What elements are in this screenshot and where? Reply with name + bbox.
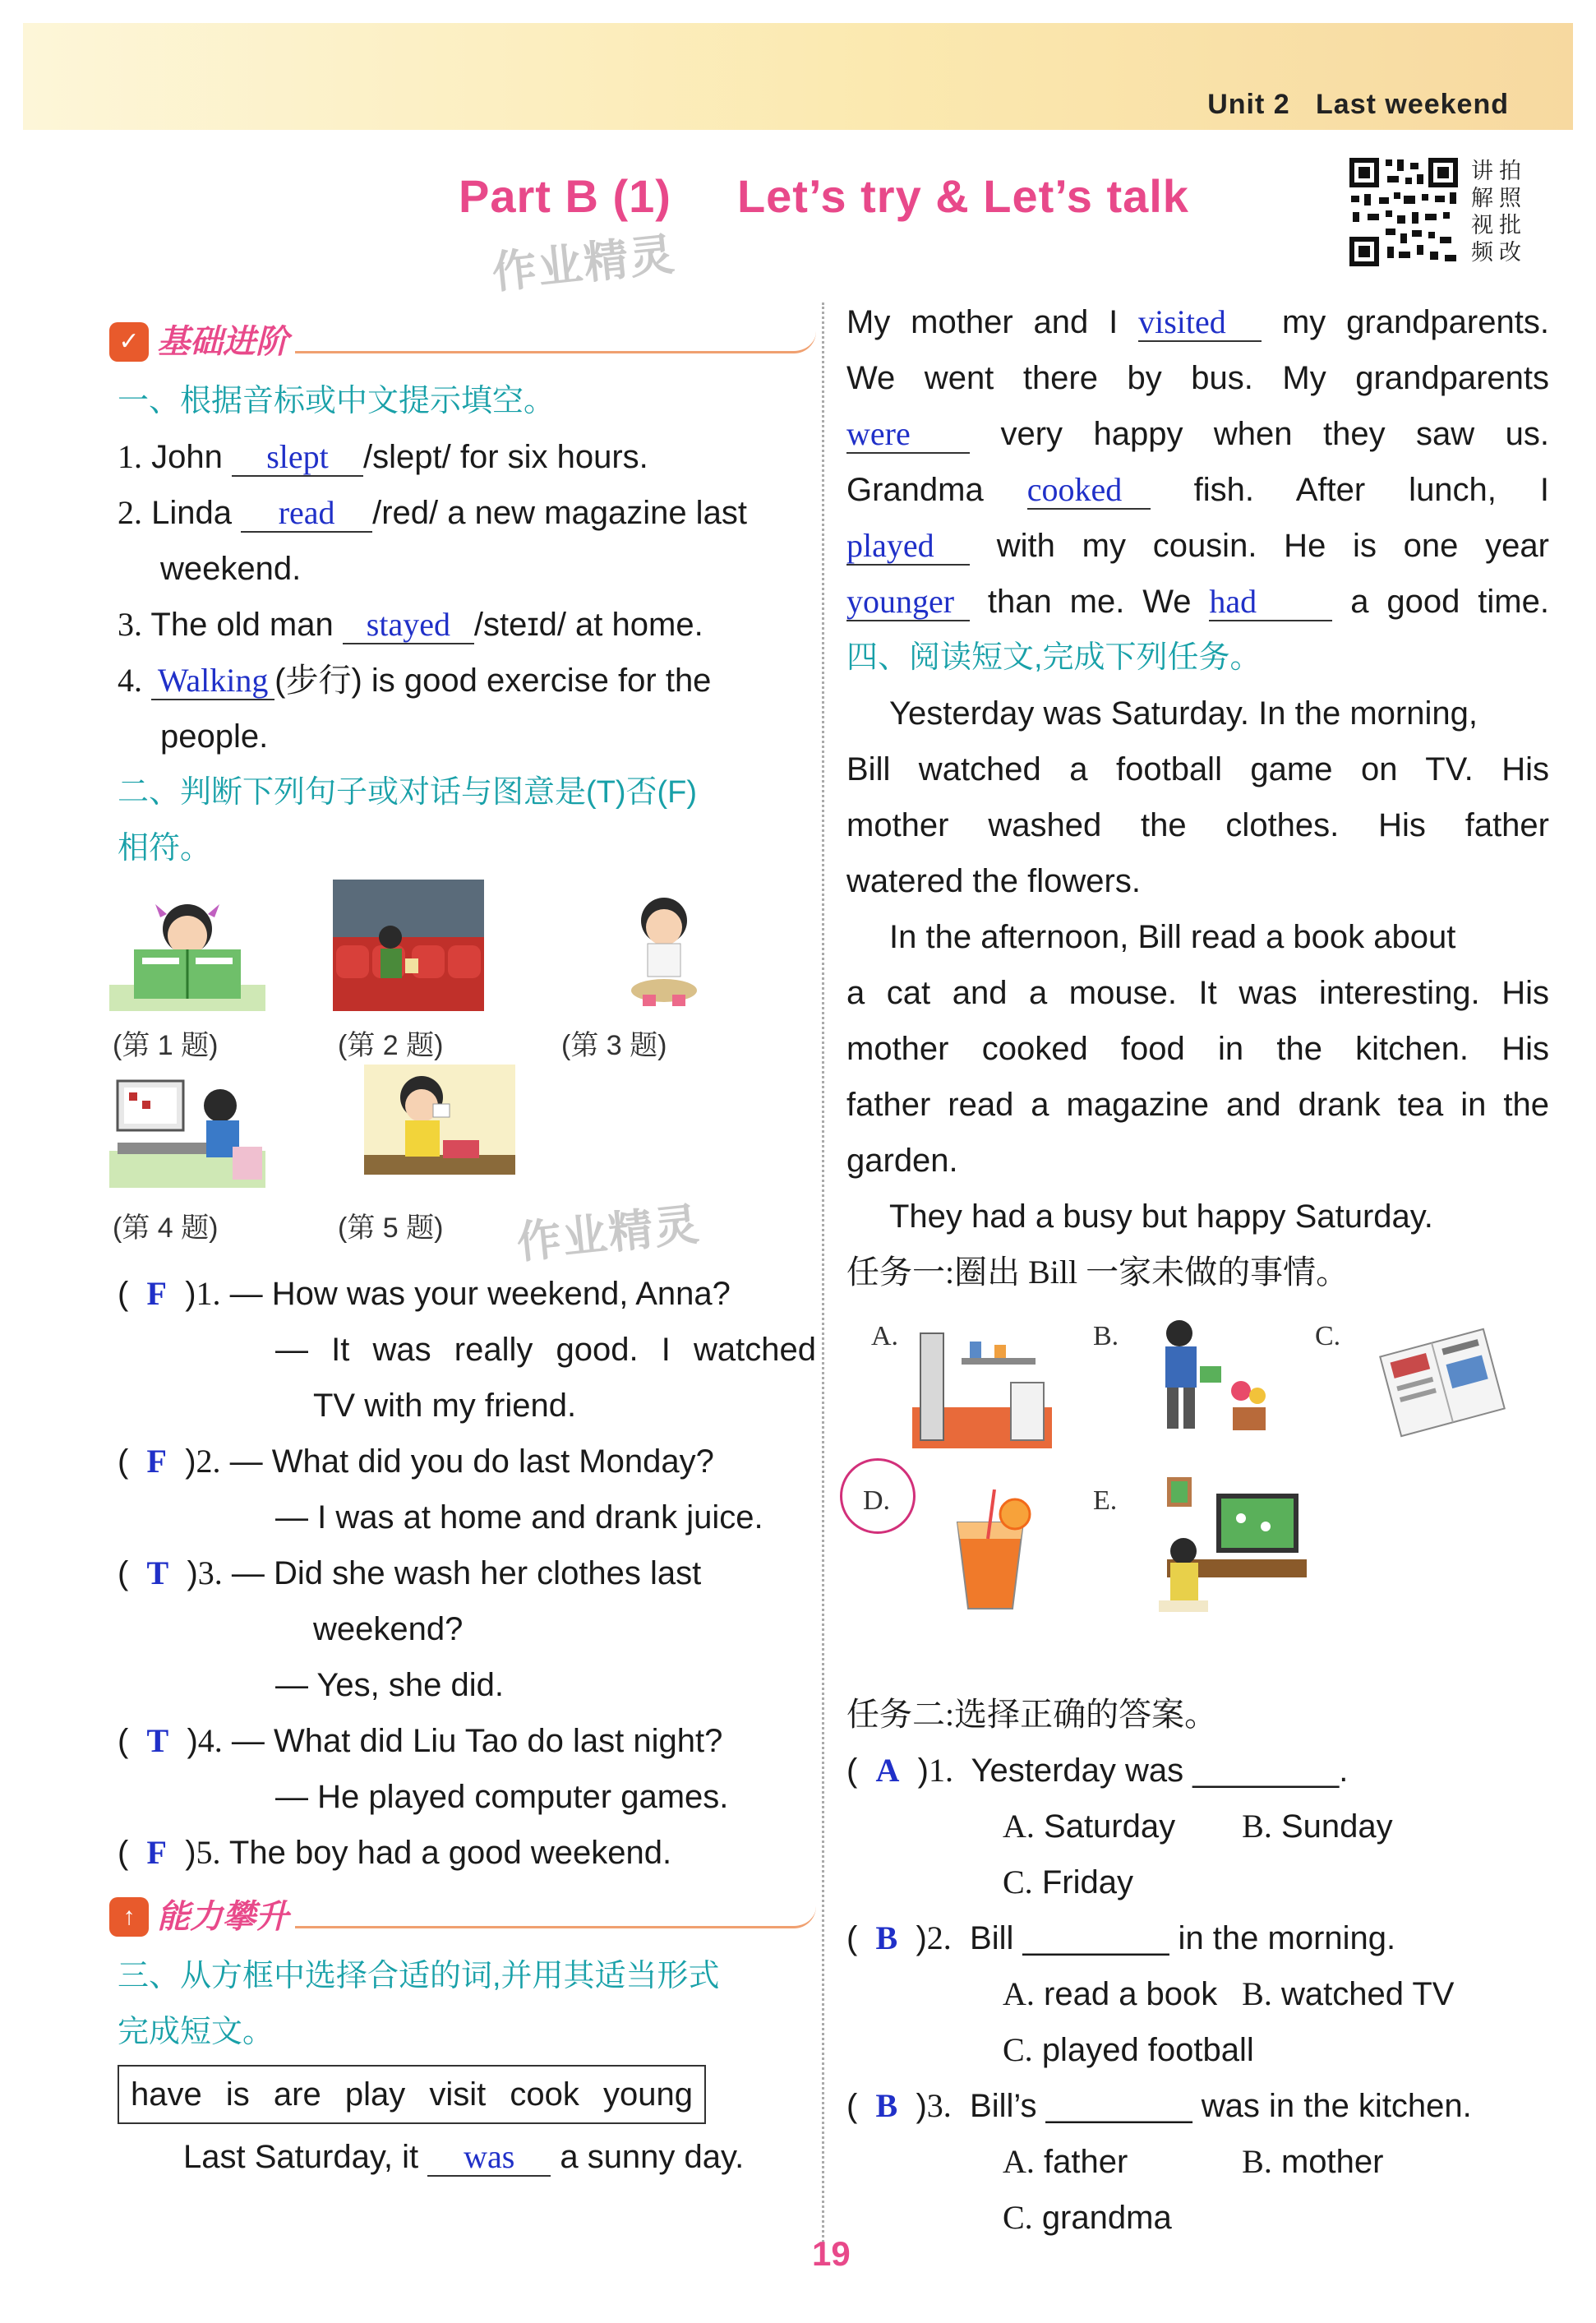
answer-blank[interactable]: played: [846, 528, 970, 566]
answer-mark[interactable]: A: [875, 1752, 900, 1789]
workbook-page: [23, 23, 1573, 2300]
task2-heading: 二、判断下列句子或对话与图意是(T)否(F): [118, 775, 698, 810]
watching-tv-picture[interactable]: [1151, 1477, 1307, 1617]
mc-question: ( B )3. Bill’s ________ was in the kitchen.: [846, 2087, 1472, 2124]
answer-blank[interactable]: read: [241, 495, 372, 533]
girl-reading-picture: [109, 888, 265, 1011]
climb-icon: ↑: [109, 1897, 149, 1937]
mc-question: ( B )2. Bill ________ in the morning.: [846, 1919, 1396, 1956]
answer-mark[interactable]: F: [146, 1275, 167, 1312]
section-header: ✓ 基础进阶: [109, 311, 816, 373]
passage-line: played with my cousin. He is one year: [846, 527, 1549, 564]
task1-item: 3. The old man stayed /steɪd/ at home.: [118, 606, 703, 643]
sick-boy-picture: [364, 1065, 515, 1188]
passage-line: Last Saturday, it was a sunny day.: [183, 2138, 745, 2175]
unit-label: Unit 2 Last weekend: [1207, 89, 1509, 120]
passage-line: were very happy when they saw us.: [846, 415, 1549, 452]
picture-grid: (第 1 题) (第 2 题) (第 3 题) (第 4 题) (第 5 题): [118, 880, 816, 1266]
cinema-picture: [333, 880, 484, 1011]
left-column: ✓ 基础进阶 一、根据音标或中文提示填空。 1. John slept /slept/ for six hours. 2. Linda read /red/ a new magazine last weekend. 3. The old man stayed /steɪd/ at home. 4. Walking (步行) is good exercise for the people. 二、判断下列句子或对话与图意是(T)否(F) 相符。 (第 1 题) (第 2 题) (第 3 题) (第 4 题) (第 5 题) ( F )1. — How was your weekend, Anna? — It was really good. I watched TV with my friend. ( F )2. — What did you do last Monday? — I was at home and drank juice. ( T )3. — Did she wash her clothes last weekend? — Yes, she did. ( T )4. — What did Liu Tao do last night? — He played computer games. ( F )5. The boy had a good weekend. ↑ 能力攀升 三、从方框中选择合适的词,并用其适当形式 完成短文。 have is are play visit cook young Last Saturday, it was a sunny day.: [118, 311, 816, 2185]
judge-item: ( F )1. — How was your weekend, Anna?: [118, 1275, 731, 1312]
answer-blank[interactable]: stayed: [343, 607, 474, 644]
judge-item: ( T )3. — Did she wash her clothes last: [118, 1554, 702, 1591]
boy-computer-picture: [109, 1065, 265, 1188]
answer-mark[interactable]: F: [146, 1834, 167, 1871]
answer-blank[interactable]: had: [1209, 584, 1332, 621]
running-icon: ✓: [109, 322, 149, 362]
answer-mark[interactable]: T: [146, 1722, 169, 1759]
answer-mark[interactable]: F: [146, 1443, 167, 1480]
right-column: My mother and I visited my grandparents. We went there by bus. My grandparents were very happy when they saw us. Grandma cooked fish. After lunch, I played with my cousin. He is one year younger than me. We had a good time. 四、阅读短文,完成下列任务。 Yesterday was Saturday. In the morning, Bill watched a football game on TV. His mother washed the clothes. His father watered the flowers. In the afternoon, Bill read a book about a cat and a mouse. It was interesting. His mother cooked food in the kitchen. His father read a magazine and drank tea in the garden. They had a busy but happy Saturday. 任务一:圈出 Bill 一家未做的事情。 A. B. C. D. E. 任务二:选择正确的答案。 ( A )1. Yesterday was ________. A. Saturday B. Sunday C. Friday ( B )2. Bill ________ in the morning. A. read a book B. watched TV C. played football ( B )3. Bill’s ________ was in the kitchen. A. father B. mother C. grandma: [846, 294, 1549, 2246]
page-title: Part B (1) Let’s try & Let’s talk: [459, 170, 1189, 222]
section-header: ↑ 能力攀升: [109, 1886, 816, 1948]
answer-blank[interactable]: was: [427, 2139, 551, 2177]
qr-caption: 讲 拍 解 照 视 批 频 改: [1471, 159, 1521, 265]
orange-juice-picture[interactable]: [945, 1489, 1036, 1613]
task1-item: 4. Walking (步行) is good exercise for the: [118, 662, 712, 699]
judge-item: ( T )4. — What did Liu Tao do last night?: [118, 1722, 723, 1759]
option-pictures: A. B. C. D. E.: [846, 1300, 1549, 1687]
task4-heading: 四、阅读短文,完成下列任务。: [846, 640, 1262, 675]
girl-washing-picture: [607, 888, 722, 1011]
task1-heading: 一、根据音标或中文提示填空。: [118, 384, 556, 418]
answer-mark[interactable]: B: [875, 2087, 898, 2124]
subtask1: 任务一:圈出 Bill 一家未做的事情。: [846, 1254, 1349, 1291]
kitchen-picture[interactable]: [912, 1317, 1052, 1448]
column-divider: [822, 302, 824, 2242]
passage-line: My mother and I visited my grandparents.: [846, 303, 1549, 340]
watermark: 作业精灵: [489, 229, 678, 298]
word-box: have is are play visit cook young: [118, 2065, 706, 2124]
answer-blank[interactable]: visited: [1138, 304, 1262, 342]
mc-question: ( A )1. Yesterday was ________.: [846, 1752, 1349, 1789]
page-number: 19: [812, 2234, 851, 2273]
subtask2: 任务二:选择正确的答案。: [846, 1696, 1218, 1733]
answer-blank[interactable]: were: [846, 416, 970, 454]
task1-item: 2. Linda read /red/ a new magazine last: [118, 494, 747, 531]
passage-line: Grandma cooked fish. After lunch, I: [846, 471, 1549, 508]
judge-item: ( F )2. — What did you do last Monday?: [118, 1443, 714, 1480]
answer-mark[interactable]: T: [146, 1554, 169, 1591]
judge-item: ( F )5. The boy had a good weekend.: [118, 1834, 672, 1871]
answer-blank[interactable]: Walking: [151, 663, 274, 700]
newspaper-picture[interactable]: [1372, 1325, 1512, 1440]
passage-line: younger than me. We had a good time.: [846, 583, 1549, 620]
watermark: 作业精灵: [514, 1199, 703, 1268]
answer-blank[interactable]: younger: [846, 584, 970, 621]
passage-line: We went there by bus. My grandparents: [846, 360, 1549, 396]
answer-mark[interactable]: B: [875, 1919, 898, 1956]
watering-flowers-picture[interactable]: [1142, 1317, 1274, 1448]
answer-blank[interactable]: slept: [232, 439, 363, 477]
task1-item: 1. John slept /slept/ for six hours.: [118, 438, 648, 475]
task3-heading: 三、从方框中选择合适的词,并用其适当形式: [118, 1959, 720, 1993]
answer-blank[interactable]: cooked: [1027, 472, 1151, 510]
